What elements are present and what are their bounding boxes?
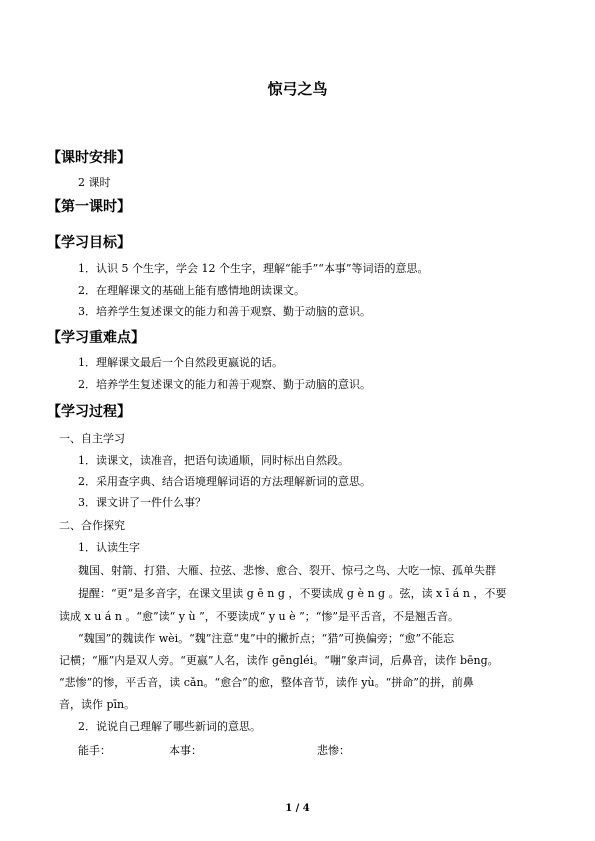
schedule-value: 2 课时 bbox=[78, 176, 111, 189]
part2-sub2: 2．说说自己理解了哪些新词的意思。 bbox=[78, 720, 261, 733]
tip-line-5: “悲惨”的惨，平舌音，读 cǎn。“愈合”的愈，整体音节，读作 yù。“拼命”的拼，前鼻 bbox=[59, 676, 474, 689]
tip-line-4: 记横；“雁”内是双人旁。“更嬴”人名，读作 gēnɡléi。“嘣”象声词，后鼻音，读作 bēnɡ。 bbox=[59, 654, 499, 667]
schedule-heading: 【课时安排】 bbox=[47, 150, 131, 166]
vocab-label-benshi: 本事： bbox=[169, 744, 202, 757]
tip-line-6: 音，读作 pīn。 bbox=[59, 698, 136, 711]
key-points-heading: 【学习重难点】 bbox=[47, 330, 145, 346]
part1-item-3: 3．课文讲了一件什么事？ bbox=[78, 496, 206, 509]
process-heading: 【学习过程】 bbox=[47, 404, 131, 420]
word-list: 魏国、射箭、打猎、大雁、拉弦、悲惨、愈合、裂开、惊弓之鸟、大吃一惊、孤单失群 bbox=[78, 564, 496, 577]
goal-item-1: 1．认识 5 个生字，学会 12 个生字，理解“能手”“本事”等词语的意思。 bbox=[78, 262, 429, 275]
part1-title: 一、自主学习 bbox=[59, 432, 125, 445]
key-point-2: 2．培养学生复述课文的能力和善于观察、勤于动脑的意识。 bbox=[78, 378, 371, 391]
tip-line-3: “魏国”的魏读作 wèi。“魏”注意“鬼”中的撇折点；“猎”可换偏旁；“愈”不能忘 bbox=[78, 632, 455, 645]
page-number: 1 / 4 bbox=[285, 803, 310, 814]
part2-title: 二、合作探究 bbox=[59, 519, 125, 532]
lesson1-heading: 【第一课时】 bbox=[47, 199, 131, 215]
vocab-label-nengshou: 能手： bbox=[78, 744, 111, 757]
key-point-1: 1．理解课文最后一个自然段更嬴说的话。 bbox=[78, 356, 283, 369]
goal-item-2: 2．在理解课文的基础上能有感情地朗读课文。 bbox=[78, 284, 305, 297]
tip-line-2: 读成 x u á n 。“愈”读“ y ù ”，不要读成“ y u è ”；“惨”是平舌音，不是翘舌音。 bbox=[59, 610, 459, 623]
part1-item-2: 2．采用查字典、结合语境理解词语的方法理解新词的意思。 bbox=[78, 475, 371, 488]
goals-heading: 【学习目标】 bbox=[47, 235, 131, 251]
part1-item-1: 1．读课文，读准音，把语句读通顺，同时标出自然段。 bbox=[78, 454, 349, 467]
goal-item-3: 3．培养学生复述课文的能力和善于观察、勤于动脑的意识。 bbox=[78, 305, 371, 318]
part2-sub1: 1．认读生字 bbox=[78, 541, 140, 554]
tip-line-1: 提醒：“更”是多音字，在课文里读 g ē n g ，不要读成 g è n g 。弦，读 x ī á n ，不要 bbox=[78, 587, 507, 600]
vocab-label-beican: 悲惨： bbox=[317, 744, 350, 757]
document-title: 惊弓之鸟 bbox=[267, 80, 328, 98]
